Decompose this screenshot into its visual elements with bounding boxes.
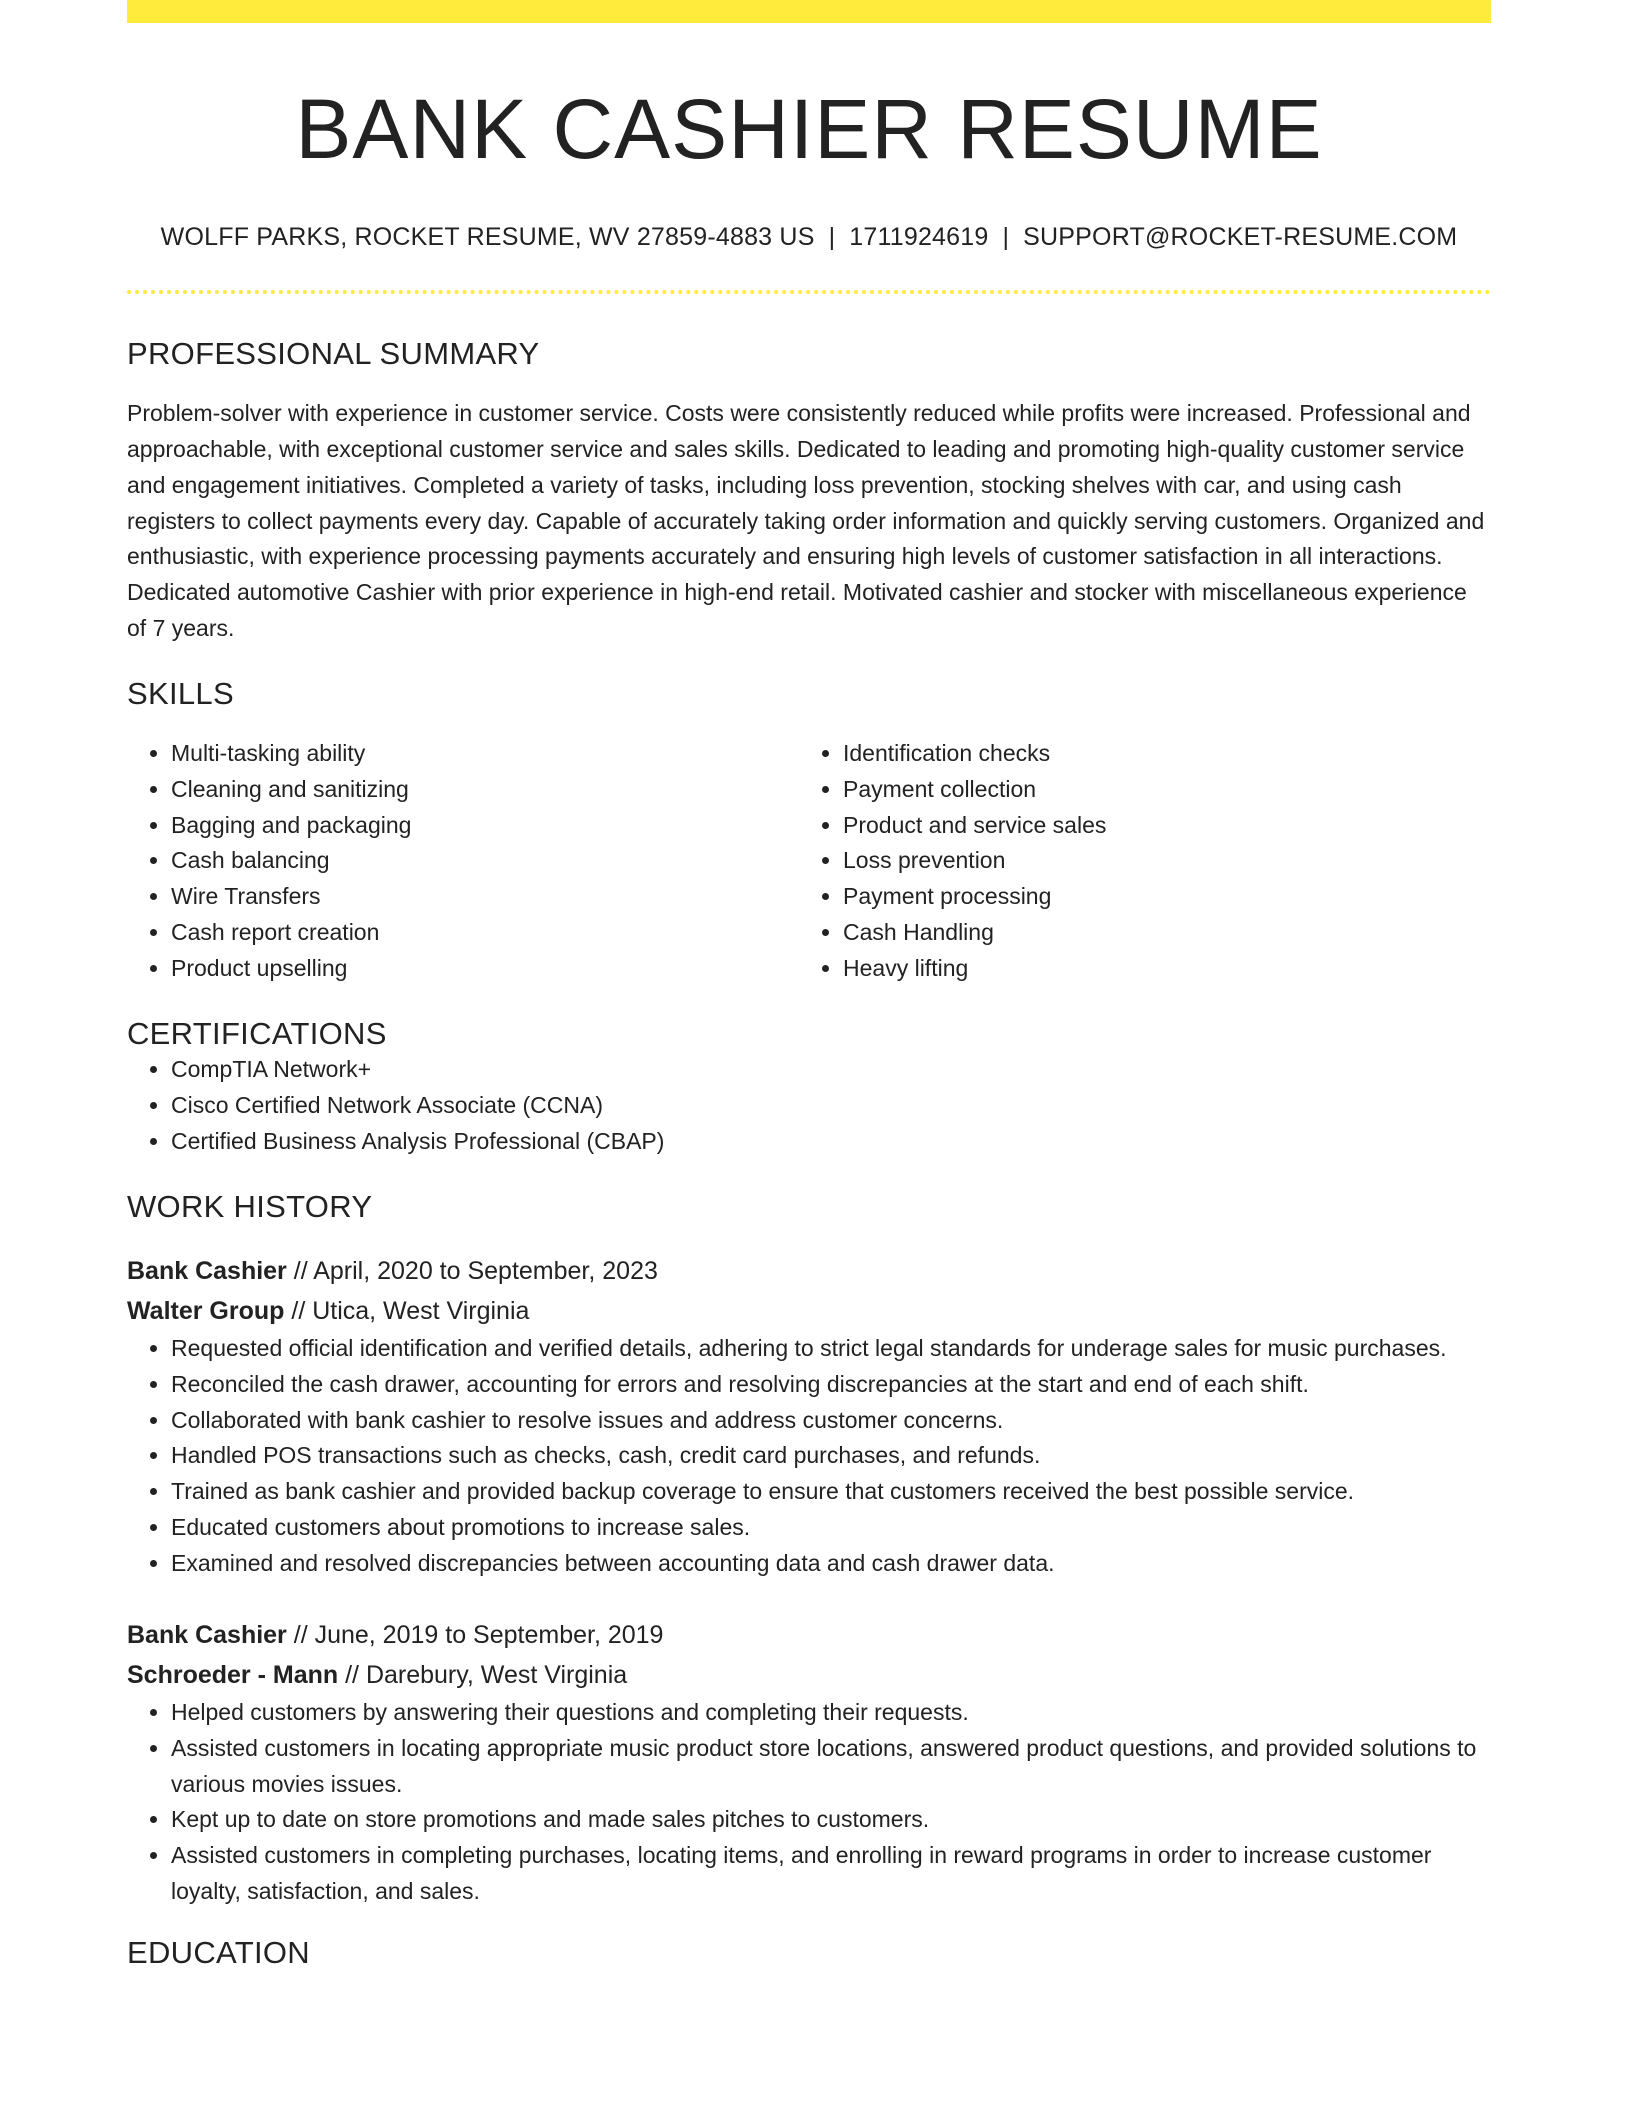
skill-item: • Cleaning and sanitizing [171, 772, 799, 808]
resume-page [127, 0, 1491, 1971]
contact-email: SUPPORT@ROCKET-RESUME.COM [1023, 223, 1458, 252]
skills-list-right [799, 736, 1471, 986]
job-dates: // June, 2019 to September, 2019 [286, 1621, 664, 1650]
job-dates: // April, 2020 to September, 2023 [286, 1257, 658, 1286]
job-role: Bank Cashier [127, 1257, 287, 1286]
contact-line [127, 223, 1491, 252]
skills-list-left [127, 736, 799, 986]
job-entry [127, 1615, 1491, 1909]
job-company: Walter Group [127, 1297, 285, 1326]
job-location: // Utica, West Virginia [284, 1297, 530, 1326]
job-company: Schroeder - Mann [127, 1661, 339, 1690]
job-title-line [127, 1615, 1491, 1655]
job-duty: • Trained as bank cashier and provided backup coverage to ensure that customers received the best possible service. [171, 1474, 1491, 1510]
skill-item: • Loss prevention [843, 843, 1471, 879]
job-entry [127, 1251, 1491, 1581]
skills-grid [127, 736, 1491, 986]
skill-item: • Cash Handling [843, 915, 1471, 951]
contact-address: WOLFF PARKS, ROCKET RESUME, WV 27859-4883 US [160, 223, 815, 252]
job-location: // Darebury, West Virginia [338, 1661, 628, 1690]
skills-heading: SKILLS [127, 676, 234, 712]
certifications-list [127, 1052, 1491, 1159]
skill-item: • Cash balancing [171, 843, 799, 879]
skill-item: • Wire Transfers [171, 879, 799, 915]
certification-item: • Certified Business Analysis Professional (CBAP) [171, 1124, 1491, 1160]
skill-item: • Heavy lifting [843, 951, 1471, 987]
contact-phone: 1711924619 [849, 223, 989, 252]
skills-column-right [799, 736, 1471, 986]
job-duty: • Requested official identification and verified details, adhering to strict legal standards for underage sales for music purchases. [171, 1331, 1491, 1367]
skill-item: • Cash report creation [171, 915, 799, 951]
skill-item: • Bagging and packaging [171, 808, 799, 844]
job-duty: • Assisted customers in completing purchases, locating items, and enrolling in reward programs in order to increase customer loyalty, satisfaction, and sales. [171, 1838, 1491, 1909]
summary-heading: PROFESSIONAL SUMMARY [127, 336, 540, 372]
job-duty: • Helped customers by answering their questions and completing their requests. [171, 1695, 1491, 1731]
dotted-divider [127, 290, 1491, 294]
job-duty: • Assisted customers in locating appropriate music product store locations, answered product questions, and provided solutions to various movies issues. [171, 1731, 1491, 1802]
contact-separator: | [828, 223, 836, 252]
skill-item: • Payment processing [843, 879, 1471, 915]
skill-item: • Identification checks [843, 736, 1471, 772]
contact-separator: | [1002, 223, 1010, 252]
education-heading: EDUCATION [127, 1935, 310, 1971]
certification-item: • Cisco Certified Network Associate (CCNA) [171, 1088, 1491, 1124]
job-duty: • Examined and resolved discrepancies between accounting data and cash drawer data. [171, 1546, 1491, 1582]
skill-item: • Product upselling [171, 951, 799, 987]
work-history-heading: WORK HISTORY [127, 1189, 373, 1225]
top-accent-bar [127, 0, 1491, 23]
skills-column-left [127, 736, 799, 986]
job-company-line [127, 1291, 1491, 1331]
job-company-line [127, 1655, 1491, 1695]
certifications-heading: CERTIFICATIONS [127, 1016, 387, 1052]
job-duties-list [127, 1331, 1491, 1581]
skill-item: • Multi-tasking ability [171, 736, 799, 772]
job-duties-list [127, 1695, 1491, 1909]
job-duty: • Kept up to date on store promotions and made sales pitches to customers. [171, 1802, 1491, 1838]
summary-text: Problem-solver with experience in customer service. Costs were consistently reduced while profits were increased. Professional and approachable, with exceptional customer service and sales skills. Dedicated to leading and promoting high-quality customer service and engagement initiatives. Completed a variety of tasks, including loss prevention, stocking shelves with car, and using cash registers to collect payments every day. Capable of accurately taking order information and quickly serving customers. Organized and enthusiastic, with experience processing payments accurately and ensuring high levels of customer satisfaction in all interactions. Dedicated automotive Cashier with prior experience in high-end retail. Motivated cashier and stocker with miscellaneous experience of 7 years. [127, 400, 1485, 641]
job-duty: • Handled POS transactions such as checks, cash, credit card purchases, and refunds. [171, 1438, 1491, 1474]
job-duty: • Reconciled the cash drawer, accounting for errors and resolving discrepancies at the start and end of each shift. [171, 1367, 1491, 1403]
skill-item: • Payment collection [843, 772, 1471, 808]
certification-item: • CompTIA Network+ [171, 1052, 1491, 1088]
skill-item: • Product and service sales [843, 808, 1471, 844]
resume-title: BANK CASHIER RESUME [295, 82, 1323, 176]
job-role: Bank Cashier [127, 1621, 287, 1650]
job-duty: • Collaborated with bank cashier to resolve issues and address customer concerns. [171, 1403, 1491, 1439]
job-duty: • Educated customers about promotions to increase sales. [171, 1510, 1491, 1546]
job-title-line [127, 1251, 1491, 1291]
